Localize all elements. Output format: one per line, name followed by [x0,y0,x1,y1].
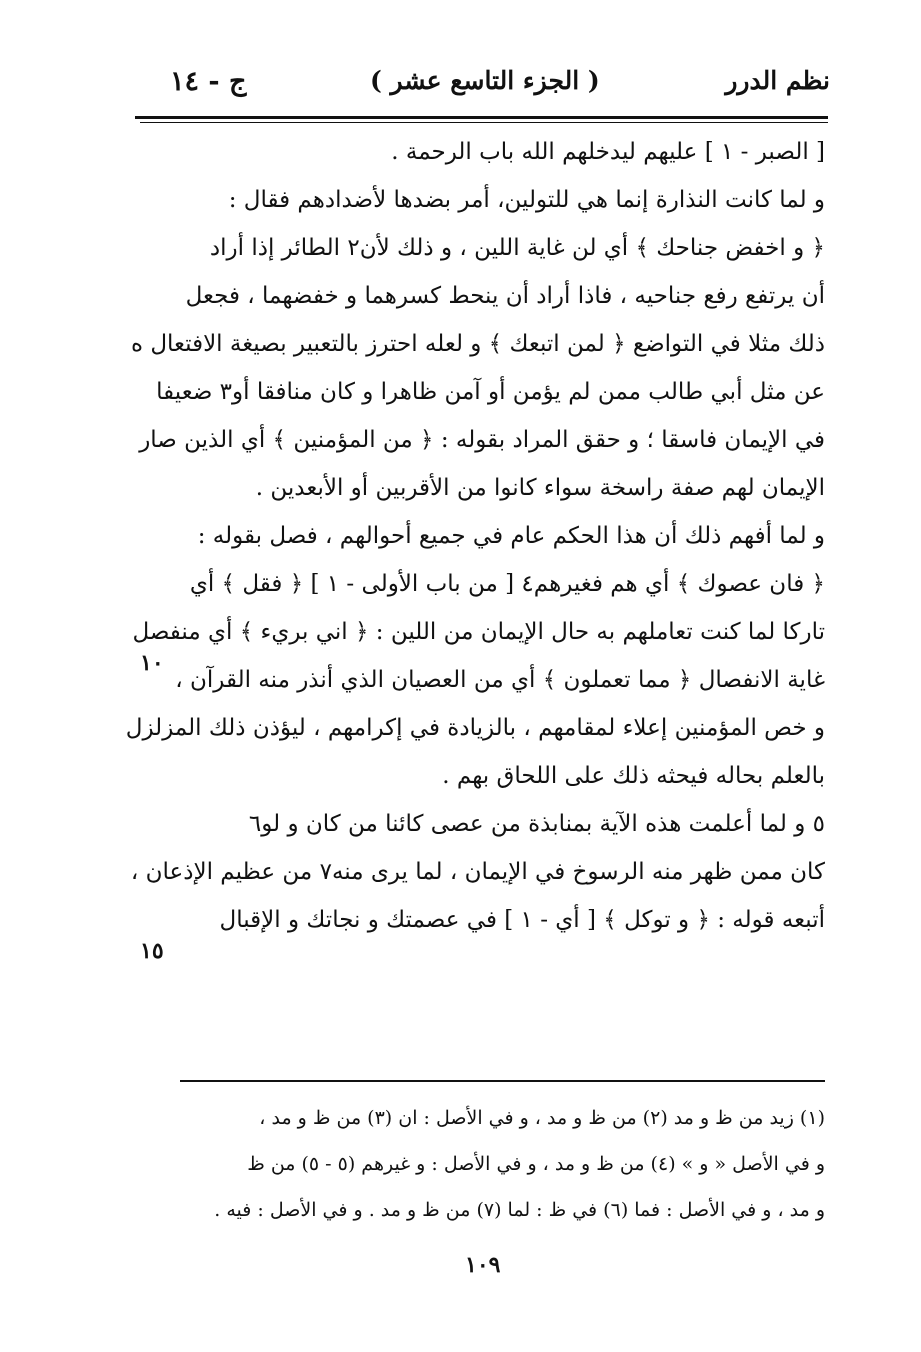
text-line: ٥ و لما أعلمت هذه الآية بمنابذة من عصى كائنا من كان و لو٦ [248,811,825,837]
text-line: ﴿ و اخفض جناحك ﴾ أي لن غاية اللين ، و ذلك لأن٢ الطائر إذا أراد [209,235,825,261]
part-label: ( الجزء التاسع عشر ) [370,66,600,95]
text-line: أن يرتفع رفع جناحيه ، فاذا أراد أن ينحط كسرهما و خفضهما ، فجعل [185,283,825,309]
text-line: و لما أفهم ذلك أن هذا الحكم عام في جميع أحوالهم ، فصل بقوله : [197,523,825,549]
text-line: عن مثل أبي طالب ممن لم يؤمن أو آمن ظاهرا و كان منافقا أو٣ ضعيفا [156,379,825,405]
text-line: أتبعه قوله : ﴿ و توكل ﴾ [ أي - ١ ] في عصمتك و نجاتك و الإقبال [219,907,825,933]
running-header [140,62,830,106]
footnote-line: و في الأصل « و » (٤) من ظ و مد ، و في الأصل : و غيرهم (٥ - ٥) من ظ [247,1153,825,1175]
text-line: في الإيمان فاسقا ؛ و حقق المراد بقوله : ﴿ من المؤمنين ﴾ أي الذين صار [139,427,825,453]
footnote-rule [180,1080,825,1082]
text-line: غاية الانفصال ﴿ مما تعملون ﴾ أي من العصيان الذي أنذر منه القرآن ، [175,667,825,693]
text-line: ﴿ فان عصوك ﴾ أي هم فغيرهم٤ [ من باب الأولى - ١ ] ﴿ فقل ﴾ أي [189,571,825,597]
text-line: [ الصبر - ١ ] عليهم ليدخلهم الله باب الرحمة . [391,139,825,165]
volume-label: ج - ١٤ [170,66,247,97]
footnote-line: و مد ، و في الأصل : فما (٦) في ظ : لما (٧) من ظ و مد . و في الأصل : فيه . [214,1199,825,1221]
line-number-marker: ١٠ [140,650,164,676]
page-number: ١٠٩ [465,1252,501,1278]
book-title: نظم الدرر [725,66,830,95]
text-line: بالعلم بحاله فيحثه ذلك على اللحاق بهم . [442,763,825,789]
text-line: و لما كانت النذارة إنما هي للتولين، أمر بضدها لأضدادهم فقال : [228,187,825,213]
line-number-marker: ١٥ [140,938,164,964]
header-rule-thick [135,116,828,119]
footnote-line: (١) زيد من ظ و مد (٢) من ظ و مد ، و في الأصل : ان (٣) من ظ و مد ، [259,1107,825,1129]
header-rule-thin [140,122,828,123]
text-line: كان ممن ظهر منه الرسوخ في الإيمان ، لما يرى منه٧ من عظيم الإذعان ، [130,859,825,885]
text-line: و خص المؤمنين إعلاء لمقامهم ، بالزيادة في إكرامهم ، ليؤذن ذلك المزلزل [125,715,825,741]
text-line: ذلك مثلا في التواضع ﴿ لمن اتبعك ﴾ و لعله احترز بالتعبير بصيغة الافتعال ه [130,331,825,357]
footnotes [165,1095,825,1233]
text-line: تاركا لما كنت تعاملهم به حال الإيمان من اللين : ﴿ اني بريء ﴾ أي منفصل [132,619,825,645]
text-line: الإيمان لهم صفة راسخة سواء كانوا من الأقربين أو الأبعدين . [255,475,825,501]
